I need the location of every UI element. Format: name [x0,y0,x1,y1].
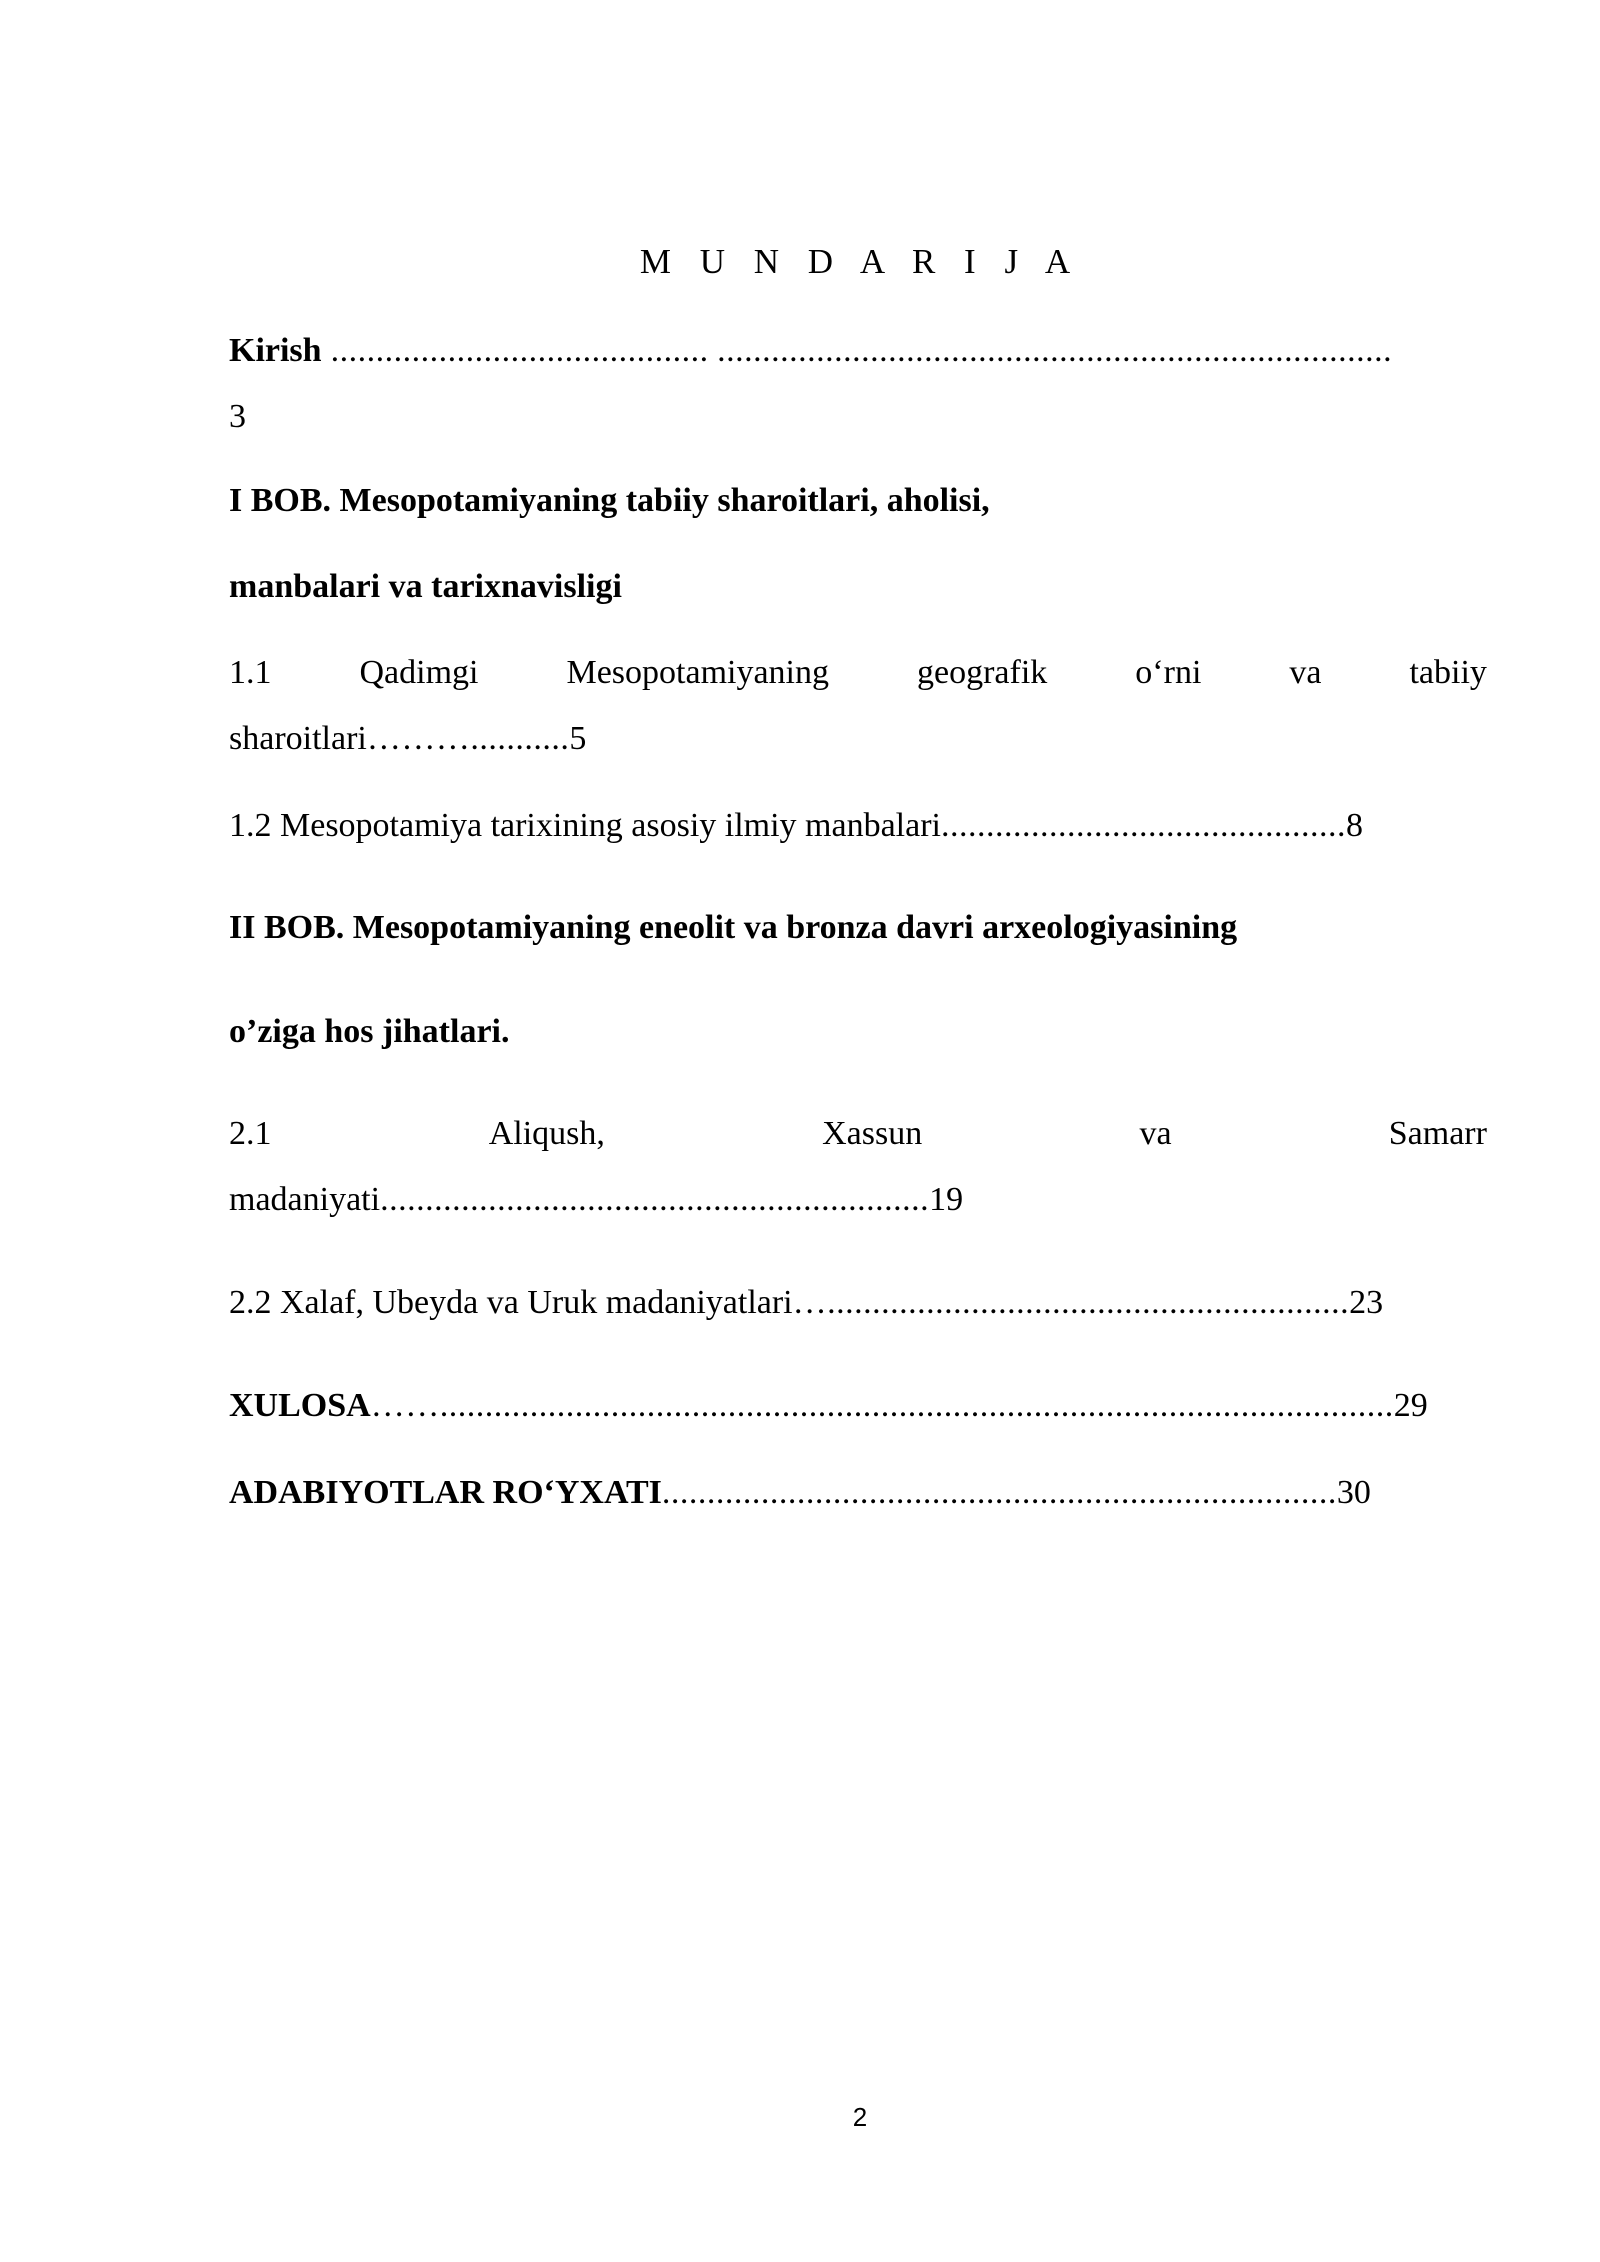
toc-word: va [1289,654,1322,691]
toc-leader-dots: ........................................................................... [717,332,1393,369]
toc-leader-dots: ........................................................................... [661,1474,1337,1511]
toc-entry-page: 23 [1349,1284,1384,1321]
toc-word: Mesopotamiyaning [566,654,830,691]
toc-entry-label: Kirish [229,332,322,369]
toc-entry-page: 3 [229,398,246,435]
toc-entry-text: 2.2 Xalaf, Ubeyda va Uruk madaniyatlari [229,1284,793,1321]
toc-leader-dots: .......................................... [321,332,709,369]
toc-entry-page: 8 [1346,807,1363,844]
toc-entry-adabiyotlar[interactable] [229,1469,1487,1517]
toc-word: tabiiy [1409,654,1487,691]
toc-entry-1-1[interactable] [229,649,1487,697]
toc-word: Samarr [1388,1115,1487,1152]
page-title: M U N D A R I J A [639,242,1081,281]
toc-entry-2-1-cont [229,1176,1487,1224]
toc-entry-1-2[interactable] [229,802,1487,850]
chapter-heading-2-cont: o’ziga hos jihatlari. [229,1013,510,1050]
toc-entry-page: 19 [929,1181,964,1218]
toc-entry-xulosa[interactable] [229,1382,1487,1430]
toc-word: Qadimgi [359,654,479,691]
toc-entry-1-1-cont [229,715,1487,763]
toc-entry-kirish[interactable] [229,327,1487,375]
chapter-heading-1: I BOB. Mesopotamiyaning tabiiy sharoitlari, aholisi, [229,482,990,519]
toc-entry-page: 30 [1336,1474,1371,1511]
toc-entry-label: XULOSA [229,1387,371,1424]
toc-word: geografik [917,654,1048,691]
toc-entry-text: madaniyati [229,1181,381,1218]
toc-entry-2-1[interactable] [229,1110,1487,1158]
toc-leader-dots: ………........... [366,720,570,757]
page-number: 2 [852,2102,868,2132]
toc-entry-page: 5 [569,720,587,757]
toc-word: o‘rni [1135,654,1202,691]
toc-entry-text: sharoitlari [229,720,367,757]
toc-word: 2.1 [229,1115,272,1152]
toc-leader-dots: ............................................................. [380,1181,930,1218]
chapter-heading-2: II BOB. Mesopotamiyaning eneolit va bronza davri arxeologiyasining [229,909,1238,946]
toc-leader-dots: ….......................................................... [792,1284,1350,1321]
toc-word: Xassun [822,1115,923,1152]
toc-word: 1.1 [229,654,272,691]
toc-word: va [1139,1115,1172,1152]
chapter-heading-1-cont: manbalari va tarixnavisligi [229,568,622,605]
toc-leader-dots: …….......................................................................................................... [370,1387,1394,1424]
toc-entry-label: ADABIYOTLAR RO‘YXATI [229,1474,662,1511]
toc-entry-page: 29 [1393,1387,1428,1424]
toc-entry-text: 1.2 Mesopotamiya tarixining asosiy ilmiy manbalari [229,807,941,844]
toc-leader-dots: ............................................. [941,807,1346,844]
toc-entry-2-2[interactable] [229,1279,1487,1327]
toc-word: Aliqush, [488,1115,605,1152]
